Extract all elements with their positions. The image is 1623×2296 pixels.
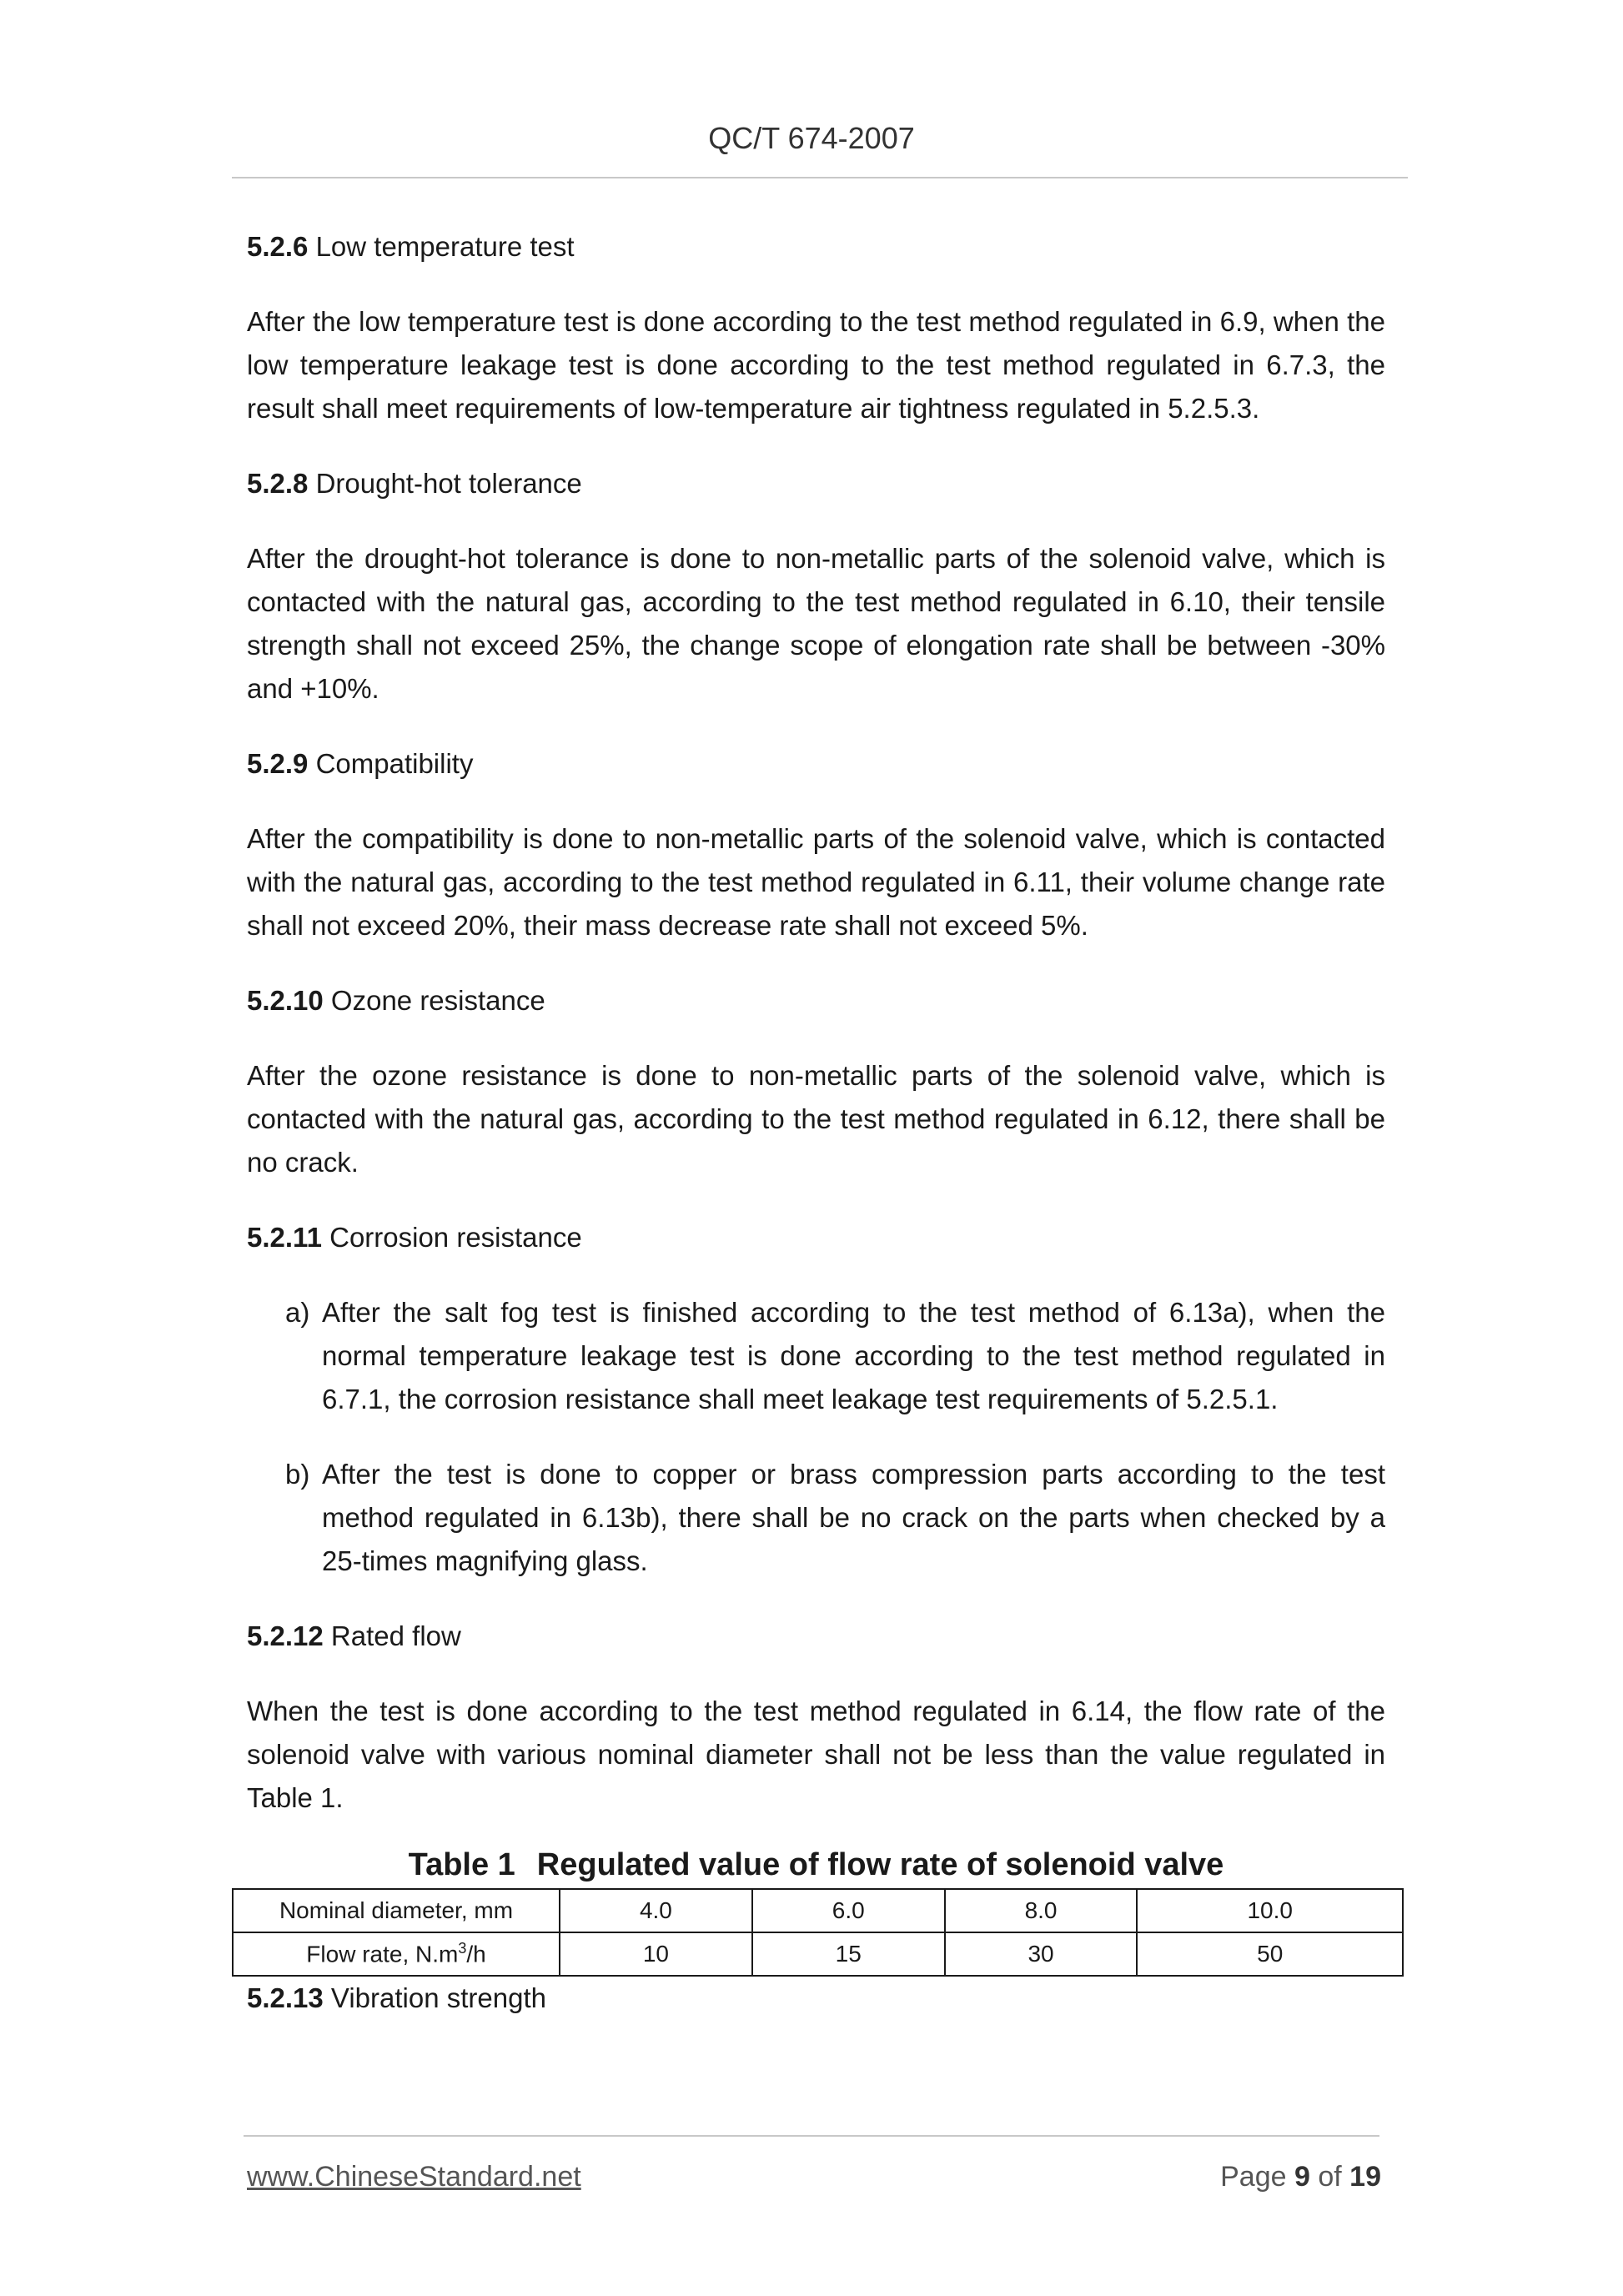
section-title: Ozone resistance <box>330 985 545 1016</box>
document-code: QC/T 674-2007 <box>708 121 915 155</box>
table-cell: 50 <box>1137 1932 1403 1976</box>
table-cell: 6.0 <box>752 1889 945 1932</box>
section-number: 5.2.8 <box>247 468 309 499</box>
section-title: Rated flow <box>330 1620 461 1651</box>
section-title: Vibration strength <box>330 1982 546 2013</box>
section-body-5-2-6: After the low temperature test is done according to the test method regulated in 6.9, when the low temperature leakage test is done according to the test method regulated in 6.7.3, the result shall meet requirements of low-temperature air tightness regulated in 5.2.5.3. <box>247 306 1385 424</box>
list-item-text: After the salt fog test is finished according to the test method of 6.13a), when the normal temperature leakage test is done according to the test method regulated in 6.7.1, the corrosion resistance shall meet leakage test requirements of 5.2.5.1. <box>322 1297 1385 1414</box>
section-body-5-2-9: After the compatibility is done to non-metallic parts of the solenoid valve, which is contacted with the natural gas, according to the test method regulated in 6.11, their volume change rate shall not exceed 20%, their mass decrease rate shall not exceed 5%. <box>247 823 1385 941</box>
section-number: 5.2.12 <box>247 1620 324 1651</box>
section-heading-5-2-10 <box>247 979 1385 1022</box>
page-number <box>1220 2161 1381 2193</box>
section-title: Compatibility <box>315 748 474 779</box>
section-title: Drought-hot tolerance <box>315 468 582 499</box>
table-row-label: Nominal diameter, mm <box>233 1889 560 1932</box>
list-item <box>247 1453 1385 1583</box>
list-item-text: After the test is done to copper or brass compression parts according to the test method regulated in 6.13b), there shall be no crack on the parts when checked by a 25-times magnifying glass. <box>322 1459 1385 1576</box>
total-pages: 19 <box>1349 2161 1381 2193</box>
label-unit: /h <box>466 1941 486 1967</box>
list-item <box>247 1291 1385 1421</box>
table-cell: 30 <box>945 1932 1138 1976</box>
section-body-5-2-12: When the test is done according to the test method regulated in 6.14, the flow rate of the solenoid valve with various nominal diameter shall not be less than the value regulated in Table 1. <box>247 1696 1385 1813</box>
header-divider <box>232 177 1408 178</box>
list-marker: b) <box>285 1459 310 1490</box>
table-number: Table 1 <box>408 1847 515 1882</box>
list-marker: a) <box>285 1297 310 1328</box>
section-heading-5-2-6 <box>247 225 1385 269</box>
footer-divider <box>244 2135 1379 2137</box>
label-text: Flow rate, N.m <box>306 1941 459 1967</box>
section-heading-5-2-9 <box>247 742 1385 786</box>
table-caption <box>247 1845 1385 1885</box>
section-heading-5-2-8 <box>247 462 1385 505</box>
section-number: 5.2.13 <box>247 1982 324 2013</box>
table-cell: 4.0 <box>560 1889 752 1932</box>
section-heading-5-2-13 <box>247 1977 1385 2020</box>
table-row-label <box>233 1932 560 1976</box>
section-title: Corrosion resistance <box>329 1222 582 1253</box>
table-cell: 10.0 <box>1137 1889 1403 1932</box>
section-number: 5.2.10 <box>247 985 324 1016</box>
section-number: 5.2.9 <box>247 748 309 779</box>
section-number: 5.2.6 <box>247 231 309 262</box>
section-number: 5.2.11 <box>247 1222 322 1253</box>
label-superscript: 3 <box>458 1940 467 1957</box>
page-word: Page <box>1220 2161 1287 2193</box>
current-page: 9 <box>1294 2161 1310 2193</box>
section-body-5-2-10: After the ozone resistance is done to non-metallic parts of the solenoid valve, which is contacted with the natural gas, according to the test method regulated in 6.12, there shall be no crack. <box>247 1060 1385 1178</box>
flow-rate-table <box>232 1888 1404 1977</box>
section-title: Low temperature test <box>315 231 575 262</box>
section-heading-5-2-12 <box>247 1615 1385 1658</box>
section-heading-5-2-11 <box>247 1216 1385 1259</box>
main-content <box>247 225 1385 2052</box>
of-word: of <box>1318 2161 1342 2193</box>
table-cell: 15 <box>752 1932 945 1976</box>
table-row <box>233 1932 1403 1976</box>
website-link[interactable]: www.ChineseStandard.net <box>247 2161 581 2193</box>
table-cell: 8.0 <box>945 1889 1138 1932</box>
table-title: Regulated value of flow rate of solenoid valve <box>536 1847 1224 1882</box>
section-body-5-2-8: After the drought-hot tolerance is done to non-metallic parts of the solenoid valve, which is contacted with the natural gas, according to the test method regulated in 6.10, their tensile strength shall not exceed 25%, the change scope of elongation rate shall be between -30% and +10%. <box>247 543 1385 704</box>
table-row <box>233 1889 1403 1932</box>
table-cell: 10 <box>560 1932 752 1976</box>
